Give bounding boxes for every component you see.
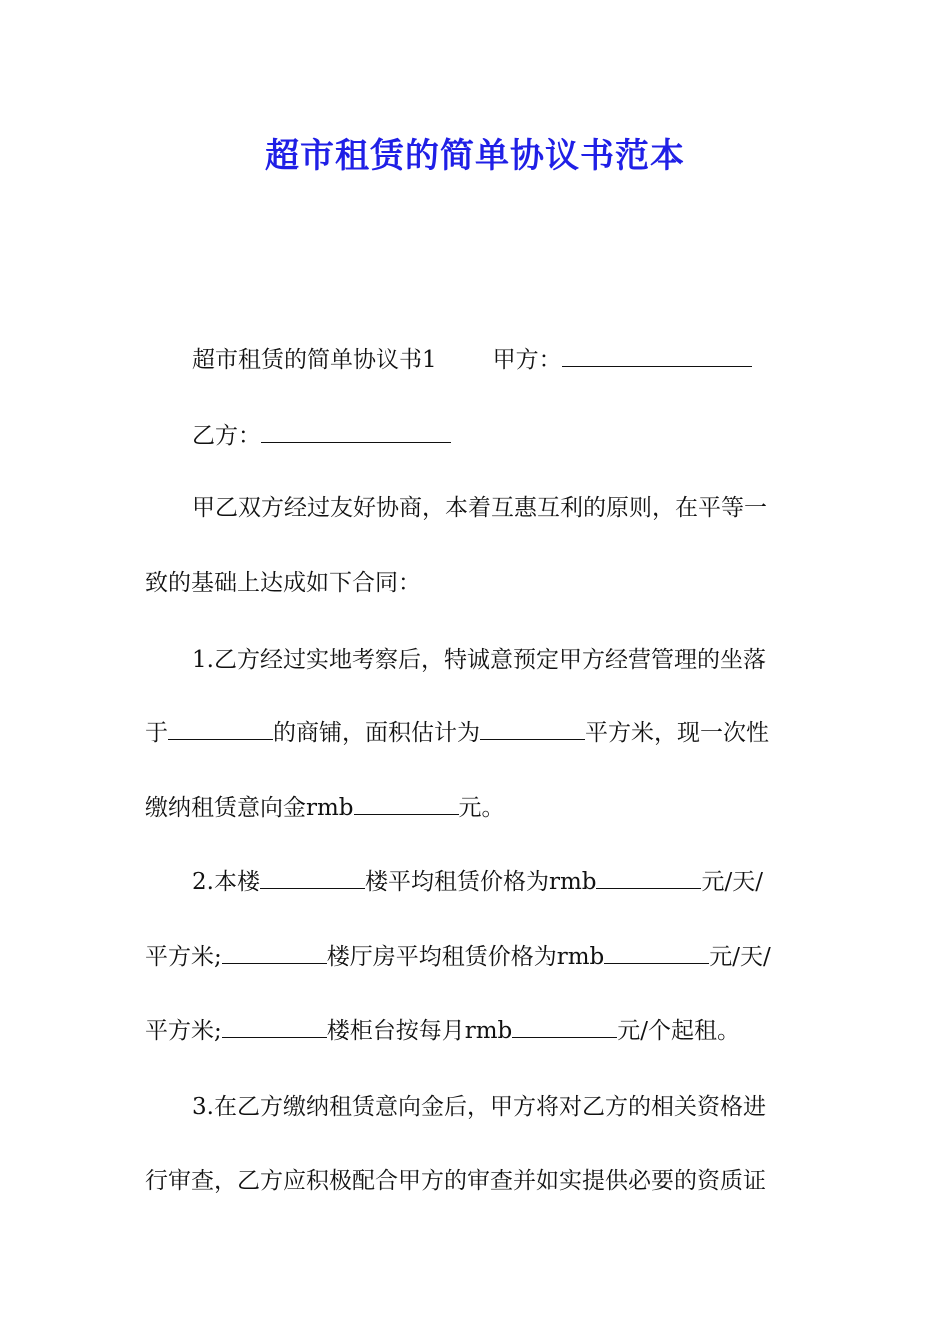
text-segment: 元/天/ xyxy=(709,944,771,970)
price-blank xyxy=(596,868,701,889)
paragraph-line xyxy=(145,718,815,748)
paragraph-line: 3.在乙方缴纳租赁意向金后，甲方将对乙方的相关资格进 xyxy=(192,1094,766,1120)
text-segment: 楼厅房平均租赁价格为rmb xyxy=(326,944,605,970)
paragraph-line: 行审查，乙方应积极配合甲方的审查并如实提供必要的资质证 xyxy=(145,1168,766,1194)
document-title: 超市租赁的简单协议书范本 xyxy=(265,136,685,176)
text-segment: 平方米; xyxy=(145,1018,222,1044)
text-segment: 元/天/ xyxy=(701,869,763,895)
paragraph-line: 1.乙方经过实地考察后，特诚意预定甲方经营管理的坐落 xyxy=(192,647,766,673)
text-segment: 平方米; xyxy=(145,944,222,970)
price-blank xyxy=(604,943,709,964)
text-segment: 元。 xyxy=(458,795,505,821)
paragraph-line xyxy=(145,1016,815,1046)
floor-blank xyxy=(260,868,365,889)
party-a-blank xyxy=(562,346,752,367)
text-segment: 2.本楼 xyxy=(192,869,260,895)
floor-blank xyxy=(222,1017,327,1038)
deposit-blank xyxy=(354,794,459,815)
paragraph-line: 致的基础上达成如下合同： xyxy=(145,570,421,596)
party-b-blank xyxy=(261,422,451,443)
text-segment: 的商铺，面积估计为 xyxy=(273,720,480,746)
location-blank xyxy=(168,719,273,740)
area-blank xyxy=(480,719,585,740)
line-party-a xyxy=(145,345,862,375)
party-a-label: 甲方： xyxy=(492,347,562,373)
text-segment: 楼柜台按每月rmb xyxy=(326,1018,513,1044)
price-blank xyxy=(512,1017,617,1038)
paragraph-line: 甲乙双方经过友好协商，本着互惠互利的原则，在平等一 xyxy=(192,495,767,521)
paragraph-line xyxy=(145,942,815,972)
party-b-label: 乙方： xyxy=(192,423,261,449)
paragraph-line xyxy=(145,867,862,897)
line-party-b xyxy=(145,421,862,451)
floor-blank xyxy=(222,943,327,964)
paragraph-line xyxy=(145,793,815,823)
agreement-heading: 超市租赁的简单协议书1 xyxy=(192,347,437,373)
text-segment: 缴纳租赁意向金rmb xyxy=(145,795,354,821)
text-segment: 平方米，现一次性 xyxy=(585,720,769,746)
text-segment: 元/个起租。 xyxy=(617,1018,741,1044)
text-segment: 于 xyxy=(145,720,168,746)
text-segment: 楼平均租赁价格为rmb xyxy=(364,869,597,895)
